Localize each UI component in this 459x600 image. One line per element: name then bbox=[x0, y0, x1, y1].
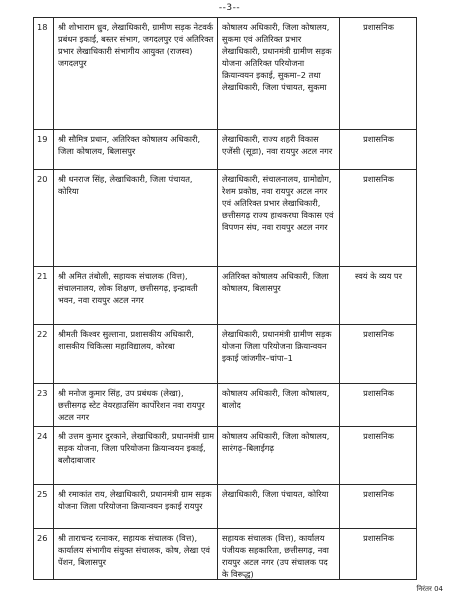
officer-name-current-post: श्री अमित तंबोली, सहायक संचालक (वित्त), संचालनालय, लोक शिक्षण, छत्तीसगढ़, इन्द्रावती भवन, नवा रायपुर अटल नगर bbox=[54, 267, 218, 324]
transfer-type: प्रशासनिक bbox=[363, 22, 394, 32]
new-posting: लेखाधिकारी, जिला पंचायत, कोरिया bbox=[218, 485, 340, 528]
serial-number: 26 bbox=[34, 529, 54, 579]
serial-number: 20 bbox=[34, 170, 54, 266]
table-row bbox=[34, 266, 416, 324]
new-posting: कोषालय अधिकारी, जिला कोषालय, बालोद bbox=[218, 384, 340, 426]
officer-name-current-post: श्री सौमित्र प्रधान, अतिरिक्त कोषालय अधिकारी, जिला कोषालय, बिलासपुर bbox=[54, 130, 218, 169]
table-row bbox=[34, 383, 416, 426]
table-row bbox=[34, 484, 416, 528]
table-row bbox=[34, 129, 416, 169]
new-posting: लेखाधिकारी, प्रधानमंत्री ग्रामीण सड़क योजना जिला परियोजना क्रियान्वयन इकाई जांजगीर–चांपा–1 bbox=[218, 325, 340, 383]
serial-number: 18 bbox=[34, 18, 54, 129]
officer-name-current-post: श्री उत्तम कुमार दुरकाने, लेखाधिकारी, प्रधानमंत्री ग्राम सड़क योजना, जिला परियोजना क्रियान्वयन इकाई, बलौदाबाजार bbox=[54, 427, 218, 484]
serial-number: 22 bbox=[34, 325, 54, 383]
new-posting: अतिरिक्त कोषालय अधिकारी, जिला कोषालय, बिलासपुर bbox=[218, 267, 340, 324]
transfer-type: प्रशासनिक bbox=[363, 533, 394, 543]
new-posting: लेखाधिकारी, राज्य शहरी विकास एजेंसी (सूडा), नवा रायपुर अटल नगर bbox=[218, 130, 340, 169]
new-posting: कोषालय अधिकारी, जिला कोषालय, सुकमा एवं अतिरिक्त प्रभार लेखाधिकारी, प्रधानमंत्री ग्रामीण सड़क योजना अतिरिक्त परियोजना क्रियान्वयन इकाई, सुकमा–2 तथा लेखाधिकारी, जिला पंचायत, सुकमा bbox=[218, 18, 340, 129]
new-posting: लेखाधिकारी, संचालनालय, ग्रामोद्योग, रेशम प्रकोष्ठ, नवा रायपुर अटल नगर एवं अतिरिक्त प्रभार लेखाधिकारी, छत्तीसगढ़ राज्य हाथकरघा विकास एवं विपणन संघ, नवा रायपुर अटल नगर bbox=[218, 170, 340, 266]
serial-number: 19 bbox=[34, 130, 54, 169]
serial-number: 24 bbox=[34, 427, 54, 484]
transfer-type: प्रशासनिक bbox=[363, 134, 394, 144]
table-row bbox=[34, 324, 416, 383]
page-number: --3-- bbox=[218, 3, 241, 13]
table-row bbox=[34, 528, 416, 580]
new-posting: कोषालय अधिकारी, जिला कोषालय, सारंगढ़–बिलाईगढ़ bbox=[218, 427, 340, 484]
transfer-type: प्रशासनिक bbox=[363, 489, 394, 499]
officer-name-current-post: श्री रमाकांत राय, लेखाधिकारी, प्रधानमंत्री ग्राम सड़क योजना जिला परियोजना क्रियान्वयन इकाई रायपुर bbox=[54, 485, 218, 528]
officer-name-current-post: श्री ताराचन्द रत्नाकर, सहायक संचालक (वित्त), कार्यालय संभागीय संयुक्त संचालक, कोष, लेखा एवं पेंशन, बिलासपुर bbox=[54, 529, 218, 579]
officer-name-current-post: श्री धनराज सिंह, लेखाधिकारी, जिला पंचायत, कोरिया bbox=[54, 170, 218, 266]
transfer-type: स्वयं के व्यय पर bbox=[355, 271, 402, 281]
continued-footer: निरंतर 04 bbox=[416, 585, 443, 593]
transfer-type: प्रशासनिक bbox=[363, 431, 394, 441]
serial-number: 23 bbox=[34, 384, 54, 426]
transfer-table bbox=[33, 17, 417, 580]
officer-name-current-post: श्रीमती किश्वर सुल्ताना, प्रशासकीय अधिकारी, शासकीय चिकित्सा महाविद्यालय, कोरबा bbox=[54, 325, 218, 383]
table-row bbox=[34, 426, 416, 484]
serial-number: 21 bbox=[34, 267, 54, 324]
new-posting: सहायक संचालक (वित्त), कार्यालय पंजीयक सहकारिता, छत्तीसगढ़, नवा रायपुर अटल नगर (उप संचालक पद के विरूद्ध) bbox=[218, 529, 340, 579]
transfer-type: प्रशासनिक bbox=[363, 174, 394, 184]
transfer-type: प्रशासनिक bbox=[363, 388, 394, 398]
table-row bbox=[34, 169, 416, 266]
officer-name-current-post: श्री मनोज कुमार सिंह, उप प्रबंधक (लेखा), छत्तीसगढ़ स्टेट वेयरहाउसिंग कार्पोरेशन नवा रायपुर अटल नगर bbox=[54, 384, 218, 426]
serial-number: 25 bbox=[34, 485, 54, 528]
table-row bbox=[34, 17, 416, 129]
transfer-type: प्रशासनिक bbox=[363, 329, 394, 339]
officer-name-current-post: श्री शोभाराम ध्रुव, लेखाधिकारी, ग्रामीण सड़क नेटवर्क प्रबंधन इकाई, बस्तर संभाग, जगदलपुर एवं अतिरिक्त प्रभार लेखाधिकारी संभागीय आयुक्त (राजस्व) जगदलपुर bbox=[54, 18, 218, 129]
